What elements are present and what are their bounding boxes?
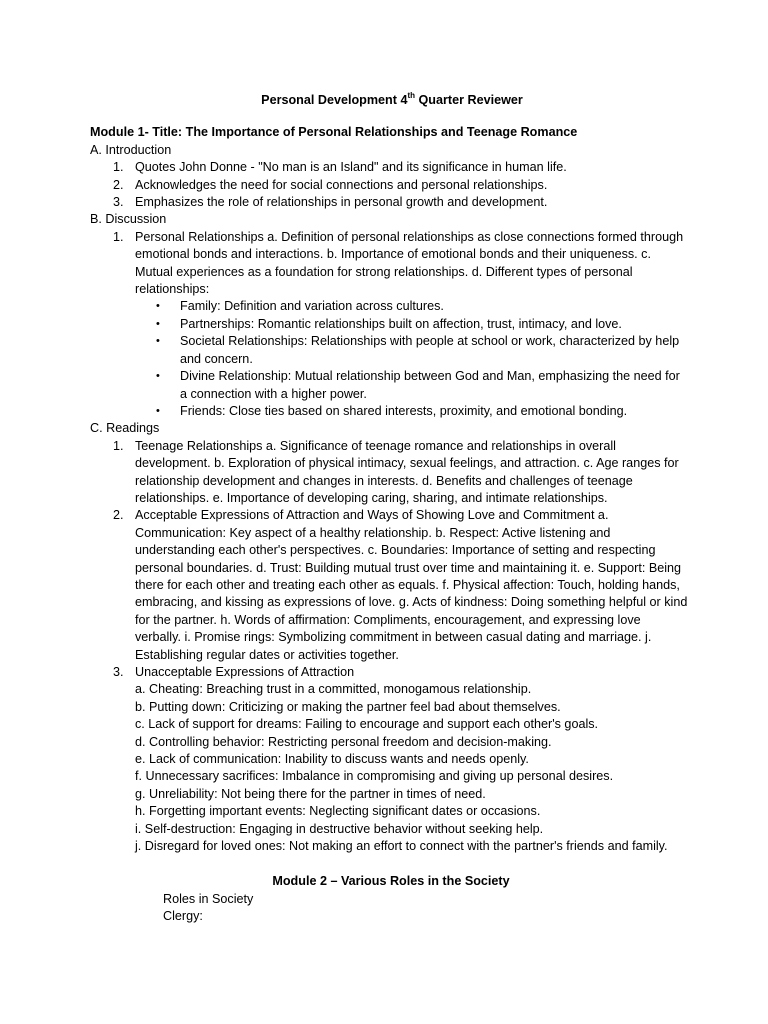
discussion-item-number: 1.: [113, 229, 124, 244]
unacceptable-line: h. Forgetting important events: Neglecting significant dates or occasions.: [135, 804, 541, 819]
intro-item: [90, 194, 690, 211]
bullet-item: [135, 403, 690, 420]
unacceptable-line: e. Lack of communication: Inability to discuss wants and needs openly.: [135, 752, 529, 767]
bullet-text: Partnerships: Romantic relationships built on affection, trust, intimacy, and love.: [180, 316, 622, 331]
readings-item-number: 1.: [113, 438, 124, 453]
intro-heading: A. Introduction: [90, 142, 172, 157]
discussion-item-text: Personal Relationships a. Definition of personal relationships as close connections formed through emotional bonds and interactions. b. Importance of emotional bonds and their uniqueness. c. Mutual experiences as a foundation for strong relationships. d. Different types of personal relationships:: [135, 229, 684, 297]
unacceptable-line: d. Controlling behavior: Restricting personal freedom and decision-making.: [135, 734, 552, 749]
intro-item-number: 1.: [113, 160, 124, 175]
bullet-item: [135, 316, 690, 333]
intro-item-text: Emphasizes the role of relationships in personal growth and development.: [135, 195, 548, 210]
bullet-item: [135, 333, 690, 368]
intro-item-number: 2.: [113, 177, 124, 192]
bullet-text: Societal Relationships: Relationships with people at school or work, characterized by help and concern.: [180, 334, 680, 366]
module2-heading: Module 2 – Various Roles in the Society: [272, 874, 510, 889]
intro-item-text: Acknowledges the need for social connections and personal relationships.: [135, 177, 548, 192]
title-rest: Quarter Reviewer: [415, 93, 523, 107]
module2-line-roles: Roles in Society: [163, 891, 254, 906]
readings-item-number: 3.: [113, 665, 124, 679]
document-title: [90, 92, 690, 109]
bullet-icon: •: [156, 335, 160, 348]
readings-item: [90, 507, 690, 664]
discussion-heading: B. Discussion: [90, 212, 167, 227]
readings-list: [90, 438, 690, 856]
bullet-icon: •: [156, 370, 160, 383]
bullet-text: Friends: Close ties based on shared interests, proximity, and emotional bonding.: [180, 403, 628, 418]
readings-item: [90, 438, 690, 508]
intro-item-text: Quotes John Donne - "No man is an Island" and its significance in human life.: [135, 160, 567, 175]
unacceptable-line: j. Disregard for loved ones: Not making an effort to connect with the partner's friends and family.: [135, 839, 668, 854]
unacceptable-line: c. Lack of support for dreams: Failing to encourage and support each other's goals.: [135, 717, 599, 732]
bullet-text: Divine Relationship: Mutual relationship between God and Man, emphasizing the need for a connection with a higher power.: [180, 369, 680, 401]
readings-item-text: Acceptable Expressions of Attraction and Ways of Showing Love and Commitment a. Communication: Key aspect of a healthy relationship. b. Respect: Active listening and understanding each other's perspectives. c. Boundaries: Importance of setting and respecting personal boundaries. d. Trust: Building mutual trust over time and maintaining it. e. Support: Being there for each other and treating each other as equals. f. Physical affection: Touch, holding hands, embracing, and kissing as expressions of love. g. Acts of kindness: Doing something helpful or kind for the partner. h. Words of affirmation: Compliments, encouragement, and expressing love verbally. i. Promise rings: Symbolizing commitment in between casual dating and marriage. j. Establishing regular dates or activities together.: [135, 508, 688, 662]
relationship-types-list: [135, 298, 690, 420]
intro-item-number: 3.: [113, 195, 124, 210]
unacceptable-line: f. Unnecessary sacrifices: Imbalance in compromising and giving up personal desires.: [135, 769, 614, 784]
bullet-item: [135, 368, 690, 403]
title-main: Personal Development 4: [261, 93, 408, 107]
unacceptable-line: g. Unreliability: Not being there for the partner in times of need.: [135, 786, 486, 801]
title-superscript: th: [407, 90, 416, 100]
bullet-text: Family: Definition and variation across cultures.: [180, 299, 444, 314]
intro-list: [90, 159, 690, 211]
unacceptable-heading: Unacceptable Expressions of Attraction: [135, 665, 355, 679]
unacceptable-line: i. Self-destruction: Engaging in destructive behavior without seeking help.: [135, 821, 544, 836]
readings-item: [90, 664, 690, 855]
module2-line-clergy: Clergy:: [163, 909, 203, 924]
discussion-item: [90, 229, 690, 420]
intro-item: [90, 177, 690, 194]
unacceptable-line: b. Putting down: Criticizing or making the partner feel bad about themselves.: [135, 699, 561, 714]
unacceptable-line: a. Cheating: Breaching trust in a committed, monogamous relationship.: [135, 682, 532, 697]
discussion-list: [90, 229, 690, 420]
readings-item-number: 2.: [113, 508, 124, 523]
document-page: [90, 92, 690, 926]
bullet-icon: •: [156, 300, 160, 313]
bullet-item: [135, 298, 690, 315]
bullet-icon: •: [156, 404, 160, 417]
bullet-icon: •: [156, 317, 160, 330]
readings-heading: C. Readings: [90, 421, 160, 436]
module1-heading: Module 1- Title: The Importance of Personal Relationships and Teenage Romance: [90, 125, 578, 140]
intro-item: [90, 159, 690, 176]
readings-item-text: Teenage Relationships a. Significance of teenage romance and relationships in overall development. b. Exploration of physical intimacy, sexual feelings, and attraction. c. Age ranges for relationship development and changes in interests. d. Benefits and challenges of teenage relationships. e. Importance of developing caring, sharing, and intimate relationships.: [135, 438, 679, 505]
